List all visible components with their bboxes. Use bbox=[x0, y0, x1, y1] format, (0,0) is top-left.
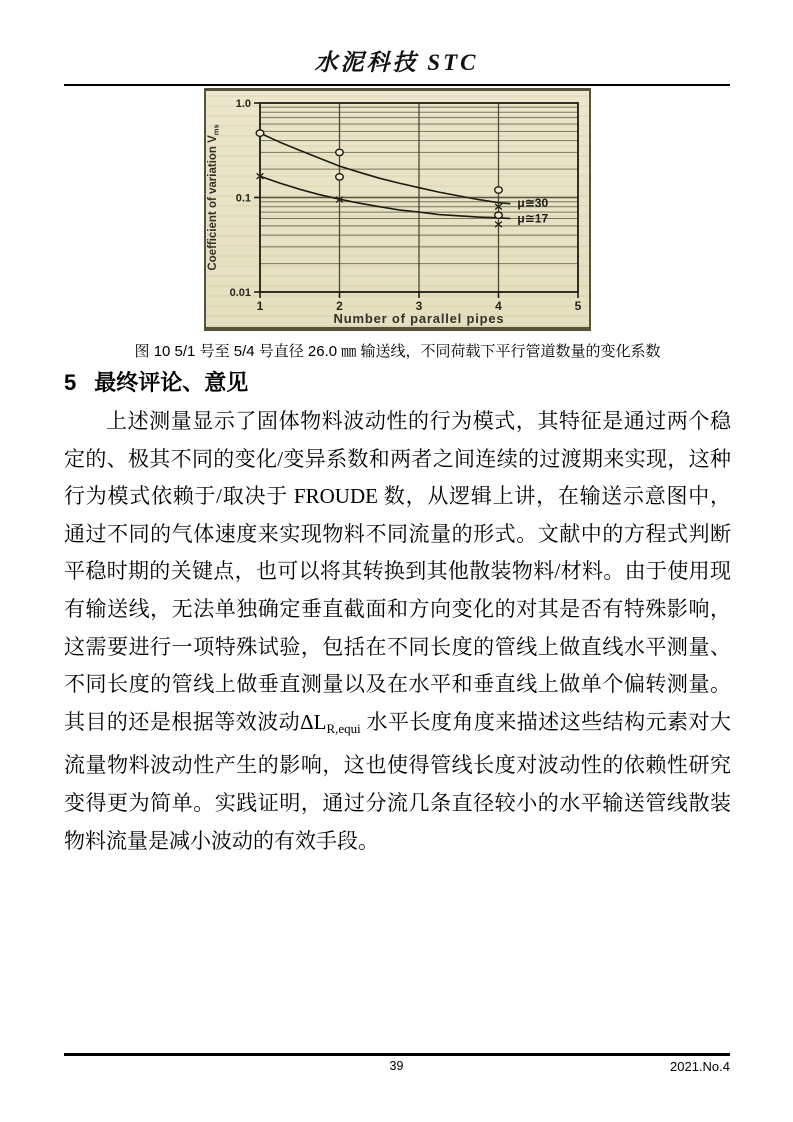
svg-text:μ≅30: μ≅30 bbox=[517, 196, 549, 211]
svg-text:4: 4 bbox=[495, 299, 502, 313]
svg-text:1: 1 bbox=[256, 299, 264, 313]
svg-text:0.1: 0.1 bbox=[235, 192, 251, 205]
svg-text:5: 5 bbox=[574, 299, 582, 313]
issue-number: 2021.No.4 bbox=[670, 1059, 730, 1074]
chart-image bbox=[204, 88, 591, 331]
svg-text:0.01: 0.01 bbox=[229, 287, 251, 299]
paragraph-text-start: 上述测量显示了固体物料波动性的行为模式，其特征是通过两个稳定的、极其不同的变化/变异系数和两者之间连续的过渡期来实现，这种行为模式依赖于/取决于 FROUDE 数，从逻辑上讲，在输送示意图中，通过不同的气体速度来实现物料不同流量的形式。文献中的方程式判断平稳时期的关键点，也可以将其转换到其他散装物料/材料。由于使用现有输送线，无法单独确定垂直截面和方向变化的对其是否有特殊影响，这需要进行一项特殊试验，包括在不同长度的管线上做直线水平测量、不同长度的管线上做垂直测量以及在水平和垂直线上做单个偏转测量。其目的还是根据等效波动ΔL bbox=[64, 409, 731, 734]
body-paragraph bbox=[64, 403, 731, 860]
parallel-pipes-chart bbox=[206, 91, 589, 327]
svg-text:μ≅17: μ≅17 bbox=[517, 211, 549, 226]
svg-text:3: 3 bbox=[415, 299, 423, 313]
svg-text:2: 2 bbox=[336, 299, 343, 313]
section-number: 5 bbox=[64, 370, 77, 395]
svg-text:Number of parallel pipes: Number of parallel pipes bbox=[333, 311, 505, 326]
paragraph-subscript: R,equi bbox=[326, 720, 361, 736]
section-heading bbox=[64, 366, 248, 397]
paragraph-text-end: 水平长度角度来描述这些结构元素对大流量物料波动性产生的影响，这也使得管线长度对波动性的依赖性研究变得更为简单。实践证明，通过分流几条直径较小的水平输送管线散装物料流量是减小波动的有效手段。 bbox=[64, 709, 731, 853]
figure-caption: 图 10 5/1 号至 5/4 号直径 26.0 ㎜ 输送线，不同荷载下平行管道数量的变化系数 bbox=[134, 343, 661, 360]
journal-title: 水泥科技 STC bbox=[314, 50, 479, 75]
svg-text:Coefficient of variation Vms: Coefficient of variation $V_{ms}$ bbox=[207, 124, 221, 271]
footer-divider bbox=[64, 1053, 730, 1056]
section-title: 最终评论、意见 bbox=[94, 370, 249, 395]
header-divider bbox=[64, 84, 730, 86]
page-number: 39 bbox=[389, 1059, 404, 1073]
svg-text:1.0: 1.0 bbox=[235, 98, 251, 110]
